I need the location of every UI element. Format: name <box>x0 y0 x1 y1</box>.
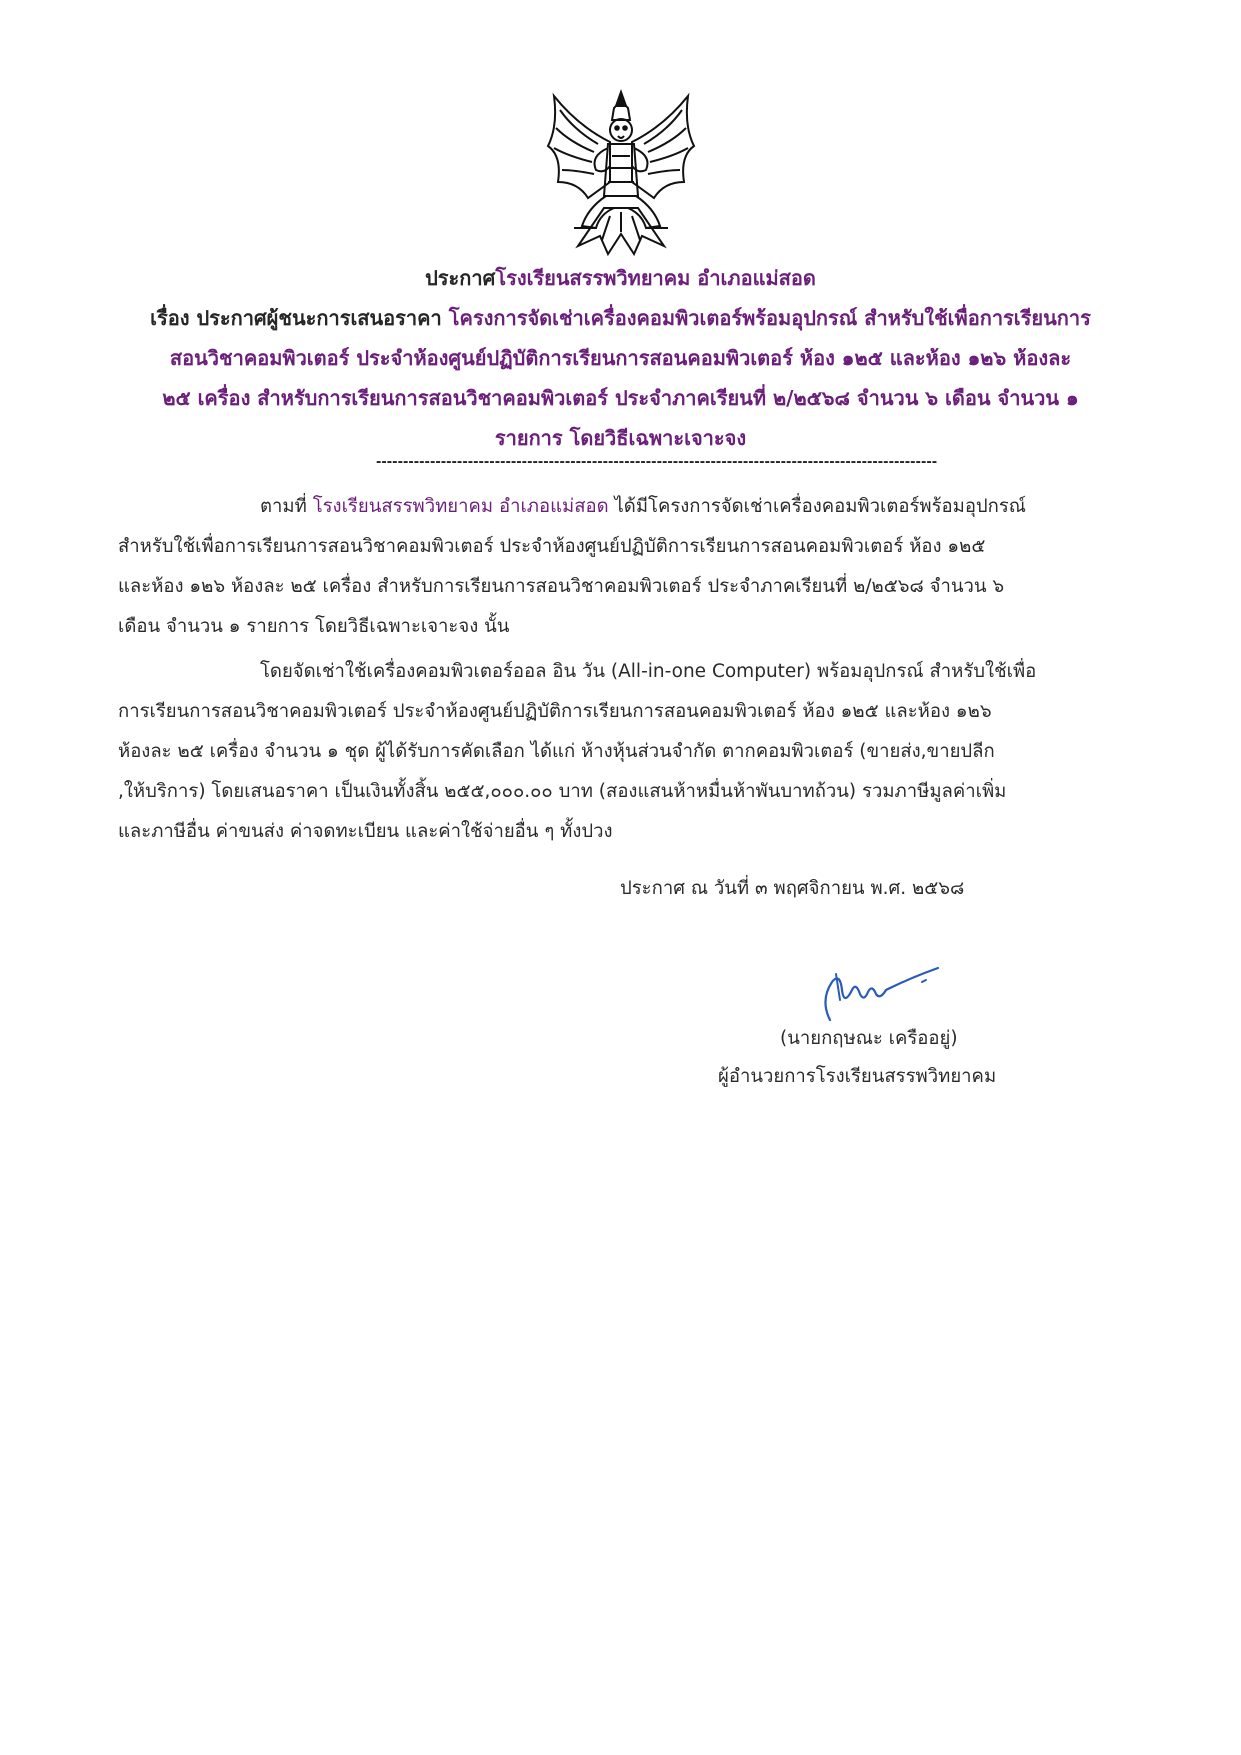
subject-line-4: รายการ โดยวิธีเฉพาะเจาะจง <box>494 426 747 450</box>
title-prefix: ประกาศ <box>425 266 496 290</box>
paragraph-2-line-1: โดยจัดเช่าใช้เครื่องคอมพิวเตอร์ออล อิน วัน (All-in-one Computer) พร้อมอุปกรณ์ สำหรับใช้เพื่อ <box>260 661 1037 682</box>
subject-label: เรื่อง ประกาศผู้ชนะการเสนอราคา <box>150 306 442 330</box>
announcement-title <box>100 258 1141 298</box>
school-name: โรงเรียนสรรพวิทยาคม อำเภอแม่สอด <box>495 266 816 290</box>
text-segment: ได้มีโครงการจัดเช่าเครื่องคอมพิวเตอร์พร้อมอุปกรณ์ <box>608 496 1026 517</box>
handwritten-signature-icon <box>810 960 950 1030</box>
text-segment: ตามที่ <box>260 496 313 517</box>
paragraph-1-line-4: เดือน จำนวน ๑ รายการ โดยวิธีเฉพาะเจาะจง นั้น <box>118 616 510 637</box>
paragraph-1-line-3: และห้อง ๑๒๖ ห้องละ ๒๕ เครื่อง สำหรับการเรียนการสอนวิชาคอมพิวเตอร์ ประจำภาคเรียนที่ ๒/๒๕๖๘ จำนวน ๖ <box>118 576 1005 597</box>
divider-line: -------------------------------------------------------------------------------------------------------- <box>376 455 938 470</box>
paragraph-2-line-4: ,ให้บริการ) โดยเสนอราคา เป็นเงินทั้งสิ้น ๒๕๕,๐๐๐.๐๐ บาท (สองแสนห้าหมื่นห้าพันบาทถ้วน) รวมภาษีมูลค่าเพิ่ม <box>118 781 1007 802</box>
paragraph-2 <box>118 652 1123 852</box>
paragraph-2-line-5: และภาษีอื่น ค่าขนส่ง ค่าจดทะเบียน และค่าใช้จ่ายอื่น ๆ ทั้งปวง <box>118 821 613 842</box>
paragraph-1-line-1 <box>118 487 1123 527</box>
paragraph-2-line-3: ห้องละ ๒๕ เครื่อง จำนวน ๑ ชุด ผู้ได้รับการคัดเลือก ได้แก่ ห้างหุ้นส่วนจำกัด ตากคอมพิวเตอร์ (ขายส่ง,ขายปลีก <box>118 741 995 762</box>
signer-title: ผู้อำนวยการโรงเรียนสรรพวิทยาคม <box>718 1066 997 1087</box>
school-name-inline: โรงเรียนสรรพวิทยาคม อำเภอแม่สอด <box>312 496 609 517</box>
subject-line-3: ๒๕ เครื่อง สำหรับการเรียนการสอนวิชาคอมพิวเตอร์ ประจำภาคเรียนที่ ๒/๒๕๖๘ จำนวน ๖ เดือน จำนวน ๑ <box>162 386 1079 410</box>
project-title-part-1: โครงการจัดเช่าเครื่องคอมพิวเตอร์พร้อมอุปกรณ์ สำหรับใช้เพื่อการเรียนการ <box>441 306 1091 330</box>
paragraph-1 <box>118 487 1123 647</box>
paragraph-2-line-2: การเรียนการสอนวิชาคอมพิวเตอร์ ประจำห้องศูนย์ปฏิบัติการเรียนการสอนคอมพิวเตอร์ ห้อง ๑๒๕ และห้อง ๑๒๖ <box>118 701 992 722</box>
paragraph-1-line-2: สำหรับใช้เพื่อการเรียนการสอนวิชาคอมพิวเตอร์ ประจำห้องศูนย์ปฏิบัติการเรียนการสอนคอมพิวเตอร์ ห้อง ๑๒๕ <box>118 536 986 557</box>
announcement-date: ประกาศ ณ วันที่ ๓ พฤศจิกายน พ.ศ. ๒๕๖๘ <box>620 878 965 899</box>
garuda-emblem-icon <box>538 86 704 262</box>
subject-line-2: สอนวิชาคอมพิวเตอร์ ประจำห้องศูนย์ปฏิบัติการเรียนการสอนคอมพิวเตอร์ ห้อง ๑๒๕ และห้อง ๑๒๖ ห้องละ <box>169 346 1072 370</box>
signer-name: (นายกฤษณะ เครืออยู่) <box>780 1028 958 1049</box>
subject-line-1 <box>100 298 1141 338</box>
